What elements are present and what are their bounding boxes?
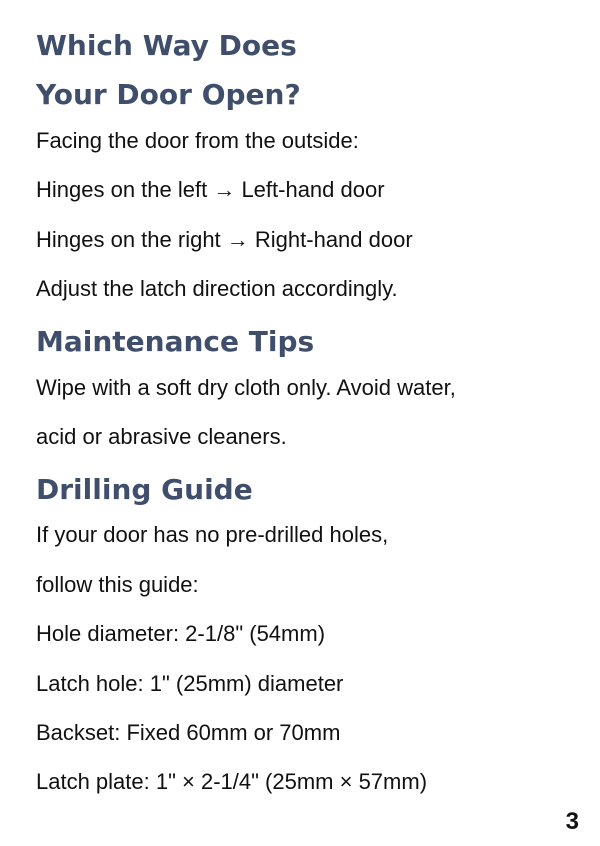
latch-plate-spec: Latch plate: 1" × 2-1/4" (25mm × 57mm) [36, 769, 428, 794]
door-facing-instruction: Facing the door from the outside: [36, 128, 359, 153]
drilling-intro-line-2: follow this guide: [36, 572, 199, 597]
backset-spec: Backset: Fixed 60mm or 70mm [36, 720, 341, 745]
door-direction-heading-line-2: Your Door Open? [36, 78, 301, 111]
drilling-guide-heading: Drilling Guide [36, 473, 253, 506]
latch-direction-note: Adjust the latch direction accordingly. [36, 276, 398, 301]
drilling-intro-line-1: If your door has no pre-drilled holes, [36, 522, 389, 547]
left-hand-door-rule: Hinges on the left → Left-hand door [36, 177, 385, 202]
maintenance-heading: Maintenance Tips [36, 325, 315, 358]
latch-hole-spec: Latch hole: 1" (25mm) diameter [36, 671, 344, 696]
maintenance-line-1: Wipe with a soft dry cloth only. Avoid water, [36, 375, 456, 400]
maintenance-line-2: acid or abrasive cleaners. [36, 424, 287, 449]
right-hand-door-rule: Hinges on the right → Right-hand door [36, 227, 413, 252]
page-number: 3 [565, 808, 579, 835]
door-direction-heading-line-1: Which Way Does [36, 29, 297, 62]
hole-diameter-spec: Hole diameter: 2-1/8" (54mm) [36, 621, 326, 646]
